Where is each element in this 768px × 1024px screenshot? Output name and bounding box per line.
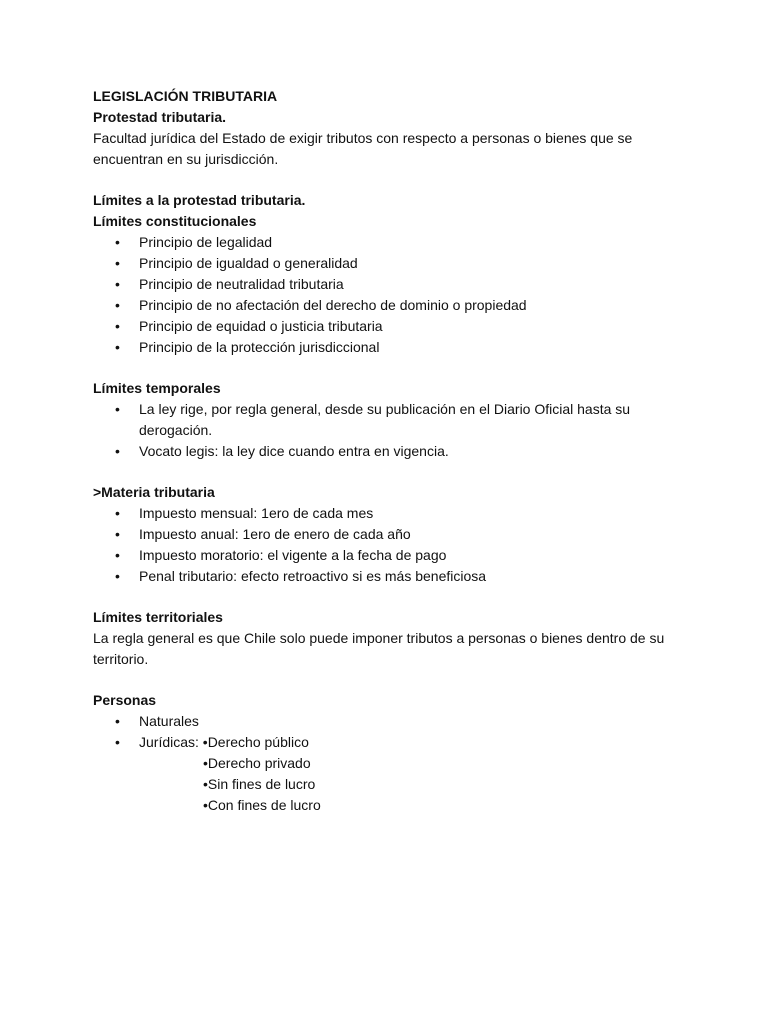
- subheading-personas: Personas: [93, 692, 157, 708]
- subheading-territoriales: Límites territoriales: [93, 609, 223, 625]
- list-item: • Principio de legalidad: [93, 232, 683, 253]
- list-item: • Principio de igualdad o generalidad: [93, 253, 683, 274]
- section-heading-protestad: Protestad tributaria.: [93, 109, 227, 125]
- list-item: • Penal tributario: efecto retroactivo si es más beneficiosa: [93, 566, 683, 587]
- spacer: [93, 358, 683, 378]
- spacer: [93, 170, 683, 190]
- document-title: LEGISLACIÓN TRIBUTARIA: [93, 88, 278, 104]
- list-item: • Principio de la protección jurisdiccional: [93, 337, 683, 358]
- list-materia: [93, 503, 683, 587]
- spacer: [93, 670, 683, 690]
- bullet-icon: •: [115, 318, 120, 334]
- bullet-icon: •: [115, 734, 120, 750]
- list-item: • Jurídicas: •Derecho público: [93, 732, 683, 753]
- bullet-icon: •: [115, 505, 120, 521]
- list-item: • Naturales: [93, 711, 683, 732]
- list-personas: [93, 711, 683, 753]
- bullet-icon: •: [115, 276, 120, 292]
- bullet-icon: •: [115, 547, 120, 563]
- subheading-temporales: Límites temporales: [93, 380, 221, 396]
- list-temporales: [93, 399, 683, 462]
- list-item: • Principio de no afectación del derecho de dominio o propiedad: [93, 295, 683, 316]
- bullet-icon: •: [115, 526, 120, 542]
- spacer: [93, 587, 683, 607]
- document-page: [93, 86, 683, 816]
- list-constitucionales: [93, 232, 683, 358]
- bullet-icon: •: [115, 443, 120, 459]
- section-heading-limites: Límites a la protestad tributaria.: [93, 192, 306, 208]
- sub-list-item: •Con fines de lucro: [203, 797, 321, 813]
- paragraph-territoriales: La regla general es que Chile solo puede imponer tributos a personas o bienes dentro de su territorio.: [93, 630, 665, 667]
- bullet-icon: •: [115, 234, 120, 250]
- bullet-icon: •: [115, 568, 120, 584]
- list-item: • Principio de equidad o justicia tributaria: [93, 316, 683, 337]
- bullet-icon: •: [115, 401, 120, 417]
- list-item: • La ley rige, por regla general, desde su publicación en el Diario Oficial hasta su derogación.: [115, 401, 631, 438]
- subheading-materia: >Materia tributaria: [93, 484, 215, 500]
- subheading-constitucionales: Límites constitucionales: [93, 213, 257, 229]
- bullet-icon: •: [115, 255, 120, 271]
- list-item: • Vocato legis: la ley dice cuando entra en vigencia.: [93, 441, 683, 462]
- bullet-icon: •: [115, 339, 120, 355]
- list-item: • Impuesto anual: 1ero de enero de cada año: [93, 524, 683, 545]
- list-item: • Impuesto moratorio: el vigente a la fecha de pago: [93, 545, 683, 566]
- spacer: [93, 462, 683, 482]
- paragraph-protestad: Facultad jurídica del Estado de exigir tributos con respecto a personas o bienes que se encuentran en su jurisdicción.: [93, 130, 633, 167]
- list-item: • Principio de neutralidad tributaria: [93, 274, 683, 295]
- sub-list-item: •Derecho privado: [203, 755, 311, 771]
- sub-list-item: •Sin fines de lucro: [203, 776, 316, 792]
- list-item: • Impuesto mensual: 1ero de cada mes: [93, 503, 683, 524]
- bullet-icon: •: [115, 297, 120, 313]
- bullet-icon: •: [115, 713, 120, 729]
